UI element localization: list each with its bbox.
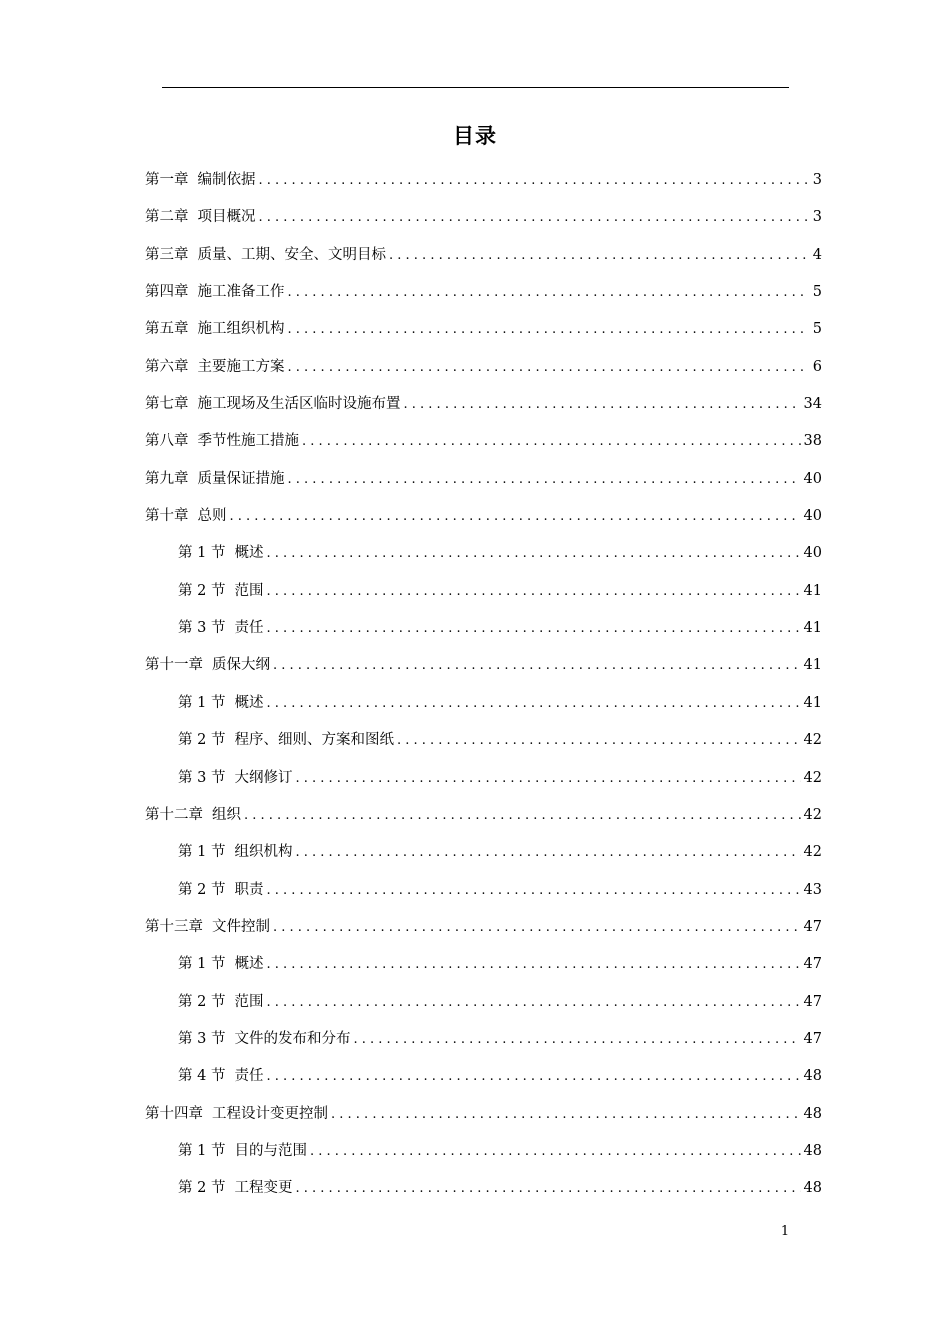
- toc-entry-label: [178, 722, 397, 759]
- toc-entry-label: [145, 311, 288, 348]
- toc-entry-number: 第十章: [145, 508, 189, 525]
- toc-leader-dots: [389, 237, 809, 274]
- toc-entry-page: 48: [803, 1105, 822, 1122]
- toc-entry-title: 概述: [234, 956, 264, 973]
- toc-entry-number: 第 1 节: [178, 694, 226, 711]
- toc-entry-label: [178, 1170, 295, 1207]
- toc-title: 目录: [453, 124, 497, 148]
- toc-entry-number: 第 4 节: [178, 1068, 226, 1085]
- toc-entry-title: 责任: [234, 1068, 264, 1085]
- toc-entry-page: 41: [803, 620, 822, 637]
- toc-section-entry[interactable]: [145, 610, 822, 647]
- toc-leader-dots: [295, 834, 800, 871]
- toc-entry-title: 范围: [234, 993, 264, 1010]
- toc-section-entry[interactable]: [145, 984, 822, 1021]
- toc-section-entry[interactable]: [145, 535, 822, 572]
- toc-section-entry[interactable]: [145, 1133, 822, 1170]
- toc-entry-page: 41: [803, 657, 822, 674]
- toc-leader-dots: [353, 1021, 800, 1058]
- toc-section-entry[interactable]: [145, 760, 822, 797]
- toc-entry-title: 大纲修订: [234, 769, 293, 786]
- toc-entry-page: 47: [803, 956, 822, 973]
- toc-entry-number: 第三章: [145, 246, 189, 263]
- toc-entry-label: [178, 760, 295, 797]
- toc-entry-number: 第 2 节: [178, 993, 226, 1010]
- toc-section-entry[interactable]: [145, 1058, 822, 1095]
- toc-entry-number: 第十四章: [145, 1105, 203, 1122]
- toc-chapter-entry[interactable]: [145, 162, 822, 199]
- toc-leader-dots: [397, 722, 801, 759]
- toc-entry-label: [145, 386, 404, 423]
- toc-section-entry[interactable]: [145, 1170, 822, 1207]
- header-rule: [162, 87, 789, 88]
- toc-entry-title: 文件控制: [212, 918, 270, 935]
- toc-entry-page: 38: [803, 433, 822, 450]
- toc-chapter-entry[interactable]: [145, 498, 822, 535]
- toc-entry-title: 目的与范围: [234, 1142, 307, 1159]
- toc-entry-label: [145, 461, 288, 498]
- toc-leader-dots: [266, 984, 800, 1021]
- toc-entry-label: [178, 984, 266, 1021]
- toc-chapter-entry[interactable]: [145, 461, 822, 498]
- toc-entry-page: 40: [803, 470, 822, 487]
- toc-entry-title: 质量、工期、安全、文明目标: [197, 246, 386, 263]
- toc-entry-label: [178, 1058, 266, 1095]
- toc-entry-title: 责任: [234, 620, 264, 637]
- toc-entry-label: [178, 1021, 353, 1058]
- toc-entry-title: 文件的发布和分布: [234, 1030, 351, 1047]
- toc-entry-page: 42: [803, 732, 822, 749]
- toc-leader-dots: [404, 386, 801, 423]
- toc-leader-dots: [266, 573, 800, 610]
- toc-chapter-entry[interactable]: [145, 199, 822, 236]
- toc-chapter-entry[interactable]: [145, 909, 822, 946]
- toc-leader-dots: [331, 1096, 801, 1133]
- toc-leader-dots: [295, 760, 800, 797]
- toc-entry-title: 项目概况: [197, 209, 256, 226]
- toc-entry-page: 34: [803, 396, 822, 413]
- toc-entry-number: 第十一章: [145, 657, 203, 674]
- toc-entry-label: [178, 1133, 310, 1170]
- toc-entry-page: 40: [803, 508, 822, 525]
- toc-entry-page: 5: [812, 284, 822, 301]
- toc-entry-title: 组织: [212, 806, 241, 823]
- toc-entry-page: 40: [803, 545, 822, 562]
- toc-entry-number: 第四章: [145, 284, 189, 301]
- toc-entry-number: 第 1 节: [178, 956, 226, 973]
- toc-entry-title: 施工现场及生活区临时设施布置: [197, 396, 401, 413]
- toc-leader-dots: [230, 498, 801, 535]
- toc-leader-dots: [288, 274, 810, 311]
- toc-entry-number: 第 3 节: [178, 620, 226, 637]
- toc-entry-label: [145, 909, 273, 946]
- toc-entry-number: 第 2 节: [178, 582, 226, 599]
- toc-entry-title: 质量保证措施: [197, 470, 285, 487]
- toc-leader-dots: [295, 1170, 800, 1207]
- toc-entry-page: 48: [803, 1180, 822, 1197]
- toc-entry-title: 主要施工方案: [197, 358, 285, 375]
- toc-entry-label: [178, 535, 266, 572]
- toc-entry-number: 第 2 节: [178, 1180, 226, 1197]
- toc-entry-page: 4: [812, 246, 822, 263]
- toc-entry-label: [178, 573, 266, 610]
- toc-leader-dots: [273, 909, 801, 946]
- toc-leader-dots: [266, 1058, 800, 1095]
- toc-entry-label: [145, 1096, 331, 1133]
- toc-entry-title: 程序、细则、方案和图纸: [234, 732, 394, 749]
- toc-leader-dots: [273, 647, 801, 684]
- toc-section-entry[interactable]: [145, 834, 822, 871]
- toc-entry-page: 3: [812, 209, 822, 226]
- toc-leader-dots: [302, 423, 801, 460]
- toc-entry-label: [178, 610, 266, 647]
- toc-chapter-entry[interactable]: [145, 647, 822, 684]
- toc-chapter-entry[interactable]: [145, 423, 822, 460]
- toc-entry-number: 第 3 节: [178, 769, 226, 786]
- toc-list: [145, 162, 822, 1208]
- toc-leader-dots: [310, 1133, 801, 1170]
- toc-leader-dots: [266, 610, 800, 647]
- toc-entry-number: 第十二章: [145, 806, 203, 823]
- toc-entry-label: [178, 946, 266, 983]
- toc-entry-number: 第 2 节: [178, 881, 226, 898]
- toc-entry-number: 第 1 节: [178, 1142, 226, 1159]
- toc-entry-number: 第九章: [145, 470, 189, 487]
- toc-entry-number: 第六章: [145, 358, 189, 375]
- toc-entry-title: 施工组织机构: [197, 321, 285, 338]
- toc-leader-dots: [288, 349, 810, 386]
- toc-chapter-entry[interactable]: [145, 386, 822, 423]
- toc-section-entry[interactable]: [145, 1021, 822, 1058]
- toc-entry-number: 第 2 节: [178, 732, 226, 749]
- toc-leader-dots: [266, 872, 800, 909]
- toc-section-entry[interactable]: [145, 872, 822, 909]
- toc-entry-page: 6: [812, 358, 822, 375]
- toc-leader-dots: [244, 797, 801, 834]
- toc-entry-title: 总则: [197, 508, 227, 525]
- toc-entry-label: [178, 685, 266, 722]
- toc-entry-number: 第八章: [145, 433, 189, 450]
- toc-entry-page: 43: [803, 881, 822, 898]
- toc-leader-dots: [259, 199, 810, 236]
- toc-chapter-entry[interactable]: [145, 1096, 822, 1133]
- toc-entry-label: [178, 834, 295, 871]
- toc-entry-page: 48: [803, 1142, 822, 1159]
- toc-chapter-entry[interactable]: [145, 311, 822, 348]
- toc-entry-title: 范围: [234, 582, 264, 599]
- toc-entry-title: 施工准备工作: [197, 284, 285, 301]
- toc-entry-title: 概述: [234, 694, 264, 711]
- toc-entry-title: 季节性施工措施: [197, 433, 299, 450]
- toc-leader-dots: [266, 946, 800, 983]
- toc-entry-title: 工程设计变更控制: [212, 1105, 328, 1122]
- toc-entry-page: 5: [812, 321, 822, 338]
- toc-entry-label: [145, 498, 230, 535]
- toc-entry-label: [145, 647, 273, 684]
- toc-leader-dots: [266, 685, 800, 722]
- toc-entry-title: 编制依据: [197, 172, 256, 188]
- toc-entry-number: 第十三章: [145, 918, 203, 935]
- toc-chapter-entry[interactable]: [145, 274, 822, 311]
- toc-entry-title: 职责: [234, 881, 264, 898]
- toc-entry-number: 第 1 节: [178, 844, 226, 861]
- toc-entry-number: 第五章: [145, 321, 189, 338]
- toc-chapter-entry[interactable]: [145, 797, 822, 834]
- toc-chapter-entry[interactable]: [145, 349, 822, 386]
- toc-entry-page: 42: [803, 806, 822, 823]
- toc-entry-page: 47: [803, 1030, 822, 1047]
- toc-entry-page: 42: [803, 844, 822, 861]
- toc-section-entry[interactable]: [145, 722, 822, 759]
- toc-entry-page: 42: [803, 769, 822, 786]
- toc-entry-number: 第一章: [145, 172, 189, 188]
- toc-entry-label: [145, 162, 259, 199]
- toc-entry-page: 41: [803, 582, 822, 599]
- toc-entry-number: 第 3 节: [178, 1030, 226, 1047]
- toc-entry-page: 41: [803, 694, 822, 711]
- toc-leader-dots: [288, 461, 801, 498]
- toc-entry-label: [145, 349, 288, 386]
- toc-entry-label: [178, 872, 266, 909]
- toc-entry-title: 组织机构: [234, 844, 293, 861]
- toc-section-entry[interactable]: [145, 573, 822, 610]
- toc-entry-page: 3: [812, 172, 822, 188]
- page-number: 1: [780, 1224, 790, 1239]
- toc-entry-page: 48: [803, 1068, 822, 1085]
- toc-chapter-entry[interactable]: [145, 237, 822, 274]
- toc-entry-page: 47: [803, 993, 822, 1010]
- toc-entry-page: 47: [803, 918, 822, 935]
- toc-entry-label: [145, 423, 302, 460]
- toc-leader-dots: [288, 311, 810, 348]
- toc-leader-dots: [266, 535, 800, 572]
- toc-entry-title: 工程变更: [234, 1180, 293, 1197]
- toc-entry-label: [145, 797, 244, 834]
- toc-entry-title: 概述: [234, 545, 264, 562]
- toc-entry-number: 第二章: [145, 209, 189, 226]
- toc-entry-label: [145, 199, 259, 236]
- toc-section-entry[interactable]: [145, 946, 822, 983]
- toc-entry-label: [145, 274, 288, 311]
- toc-entry-number: 第 1 节: [178, 545, 226, 562]
- toc-entry-label: [145, 237, 389, 274]
- toc-entry-title: 质保大纲: [212, 657, 270, 674]
- toc-entry-number: 第七章: [145, 396, 189, 413]
- toc-leader-dots: [259, 162, 810, 199]
- toc-section-entry[interactable]: [145, 685, 822, 722]
